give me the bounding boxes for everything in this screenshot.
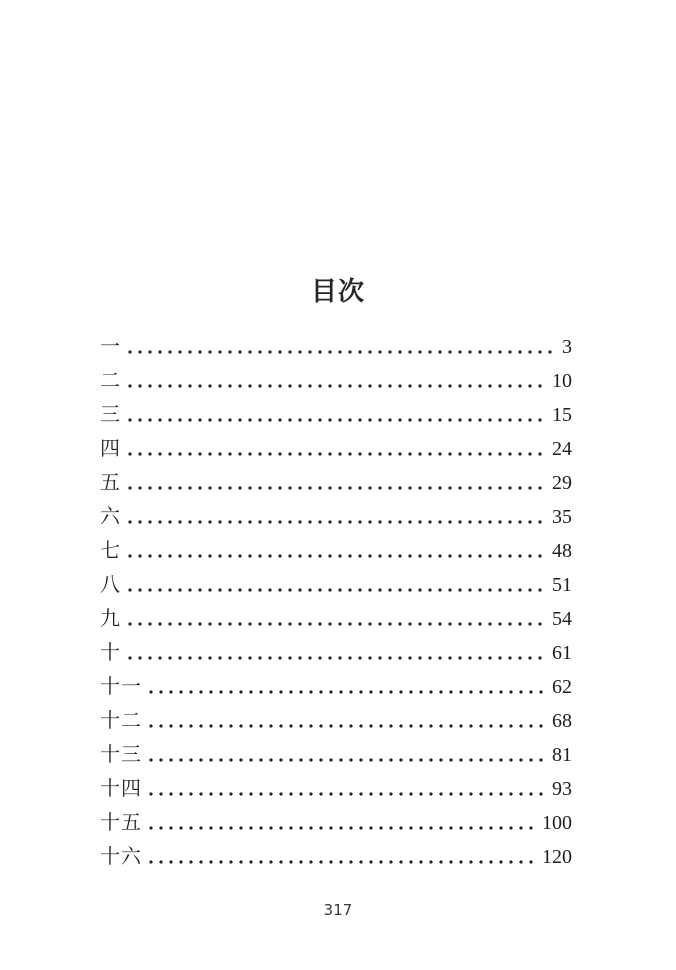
toc-entry-row [100,602,572,636]
footer-page-number: 317 [323,901,353,919]
dot-leader [123,330,558,364]
toc-entry-label: 十六 [100,846,142,868]
toc-entry-label: 一 [100,336,121,358]
dot-leader [123,398,548,432]
dot-leader [123,500,548,534]
toc-entry-page-number: 15 [552,404,572,426]
dot-leader [144,806,538,840]
dot-leader [123,534,548,568]
toc-entry-page-number: 24 [552,438,572,460]
dot-leader [144,670,548,704]
toc-entry-page-number: 35 [552,506,572,528]
toc-entry-row [100,840,572,874]
toc-entry-label: 五 [100,472,121,494]
toc-entry-label: 九 [100,608,121,630]
toc-entry-label: 七 [100,540,121,562]
toc-entry-page-number: 3 [562,336,572,358]
dot-leader [123,568,548,602]
toc-entry-label: 四 [100,438,121,460]
toc-entry-label: 十四 [100,778,142,800]
toc-entry-page-number: 29 [552,472,572,494]
toc-entry-page-number: 68 [552,710,572,732]
toc-entry-row [100,534,572,568]
toc-entry-row [100,636,572,670]
toc-entry-row [100,466,572,500]
dot-leader [123,636,548,670]
toc-entry-page-number: 51 [552,574,572,596]
toc-entry-label: 十 [100,642,121,664]
toc-entry-page-number: 100 [542,812,572,834]
toc-entry-row [100,806,572,840]
toc-entry-label: 六 [100,506,121,528]
toc-entry-label: 十二 [100,710,142,732]
toc-entry-row [100,670,572,704]
toc-entry-row [100,330,572,364]
toc-entry-row [100,772,572,806]
toc-entry-row [100,738,572,772]
dot-leader [144,738,548,772]
toc-entry-label: 十三 [100,744,142,766]
toc-entry-row [100,364,572,398]
toc-entry-page-number: 54 [552,608,572,630]
dot-leader [144,772,548,806]
dot-leader [123,432,548,466]
toc-entry-row [100,500,572,534]
toc-entry-row [100,704,572,738]
toc-entry-label: 十一 [100,676,142,698]
dot-leader [144,704,548,738]
page-title: 目次 [310,277,365,307]
toc-entry-label: 十五 [100,812,142,834]
toc-entry-page-number: 93 [552,778,572,800]
toc-entry-page-number: 62 [552,676,572,698]
toc-entry-page-number: 61 [552,642,572,664]
dot-leader [123,364,548,398]
dot-leader [123,466,548,500]
dot-leader [144,840,538,874]
table-of-contents [100,330,572,874]
toc-entry-row [100,568,572,602]
dot-leader [123,602,548,636]
toc-entry-page-number: 120 [542,846,572,868]
toc-entry-label: 二 [100,370,121,392]
toc-entry-page-number: 81 [552,744,572,766]
toc-entry-label: 八 [100,574,121,596]
toc-entry-row [100,432,572,466]
toc-entry-page-number: 48 [552,540,572,562]
toc-entry-row [100,398,572,432]
toc-entry-label: 三 [100,404,121,426]
toc-entry-page-number: 10 [552,370,572,392]
